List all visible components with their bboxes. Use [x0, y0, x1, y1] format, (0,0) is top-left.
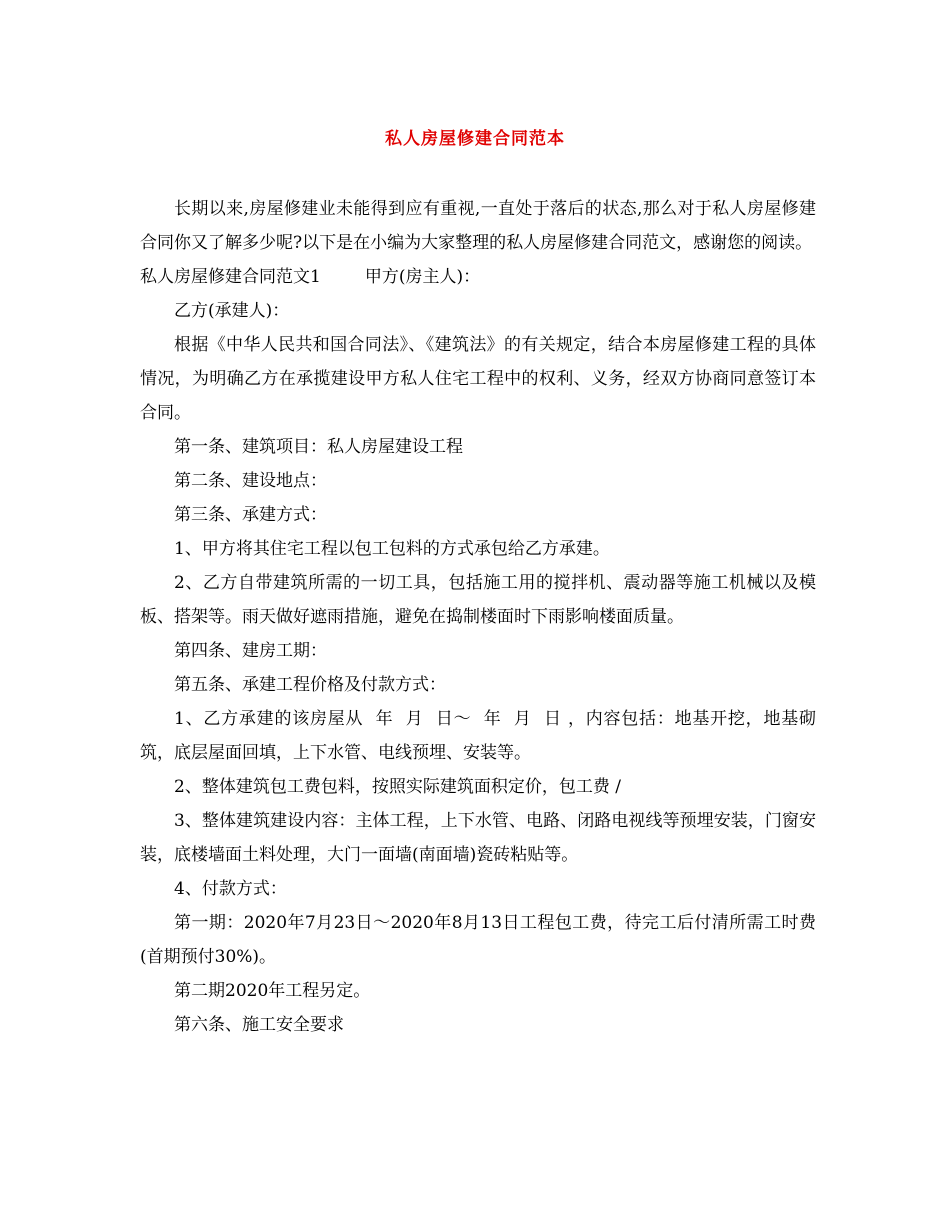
payment-phase-2: 第二期2020年工程另定。	[174, 981, 371, 1001]
article-3-item-2: 2、乙方自带建筑所需的一切工具，包括施工用的搅拌机、震动器等施工机械以及模板、搭架等。雨天做好遮雨措施，避免在捣制楼面时下雨影响楼面质量。	[140, 573, 816, 627]
article-3: 第三条、承建方式：	[174, 505, 327, 525]
article-6: 第六条、施工安全要求	[174, 1015, 344, 1035]
document-title: 私人房屋修建合同范本	[385, 129, 565, 149]
sample-heading: 私人房屋修建合同范文1	[140, 267, 321, 287]
article-5-item-1: 1、乙方承建的该房屋从 年 月 日～ 年 月 日 ，内容包括：地基开挖，地基砌筑，底层屋面回填，上下水管、电线预埋、安装等。	[140, 709, 816, 763]
article-1: 第一条、建筑项目：私人房屋建设工程	[174, 437, 463, 457]
intro-paragraph: 长期以来,房屋修建业未能得到应有重视,一直处于落后的状态,那么对于私人房屋修建合同你又了解多少呢?以下是在小编为大家整理的私人房屋修建合同范文，感谢您的阅读。	[140, 199, 816, 253]
article-2: 第二条、建设地点：	[174, 471, 327, 491]
article-5-item-2: 2、整体建筑包工费包料，按照实际建筑面积定价，包工费 /	[174, 777, 621, 797]
document-body	[140, 192, 816, 1042]
payment-phase-1: 第一期：2020年7月23日～2020年8月13日工程包工费，待完工后付清所需工时费(首期预付30%)。	[140, 913, 816, 967]
article-4: 第四条、建房工期：	[174, 641, 327, 661]
party-b-label: 乙方(承建人)：	[174, 301, 290, 321]
article-5-item-3: 3、整体建筑建设内容：主体工程，上下水管、电路、闭路电视线等预埋安装，门窗安装，底楼墙面土料处理，大门一面墙(南面墙)瓷砖粘贴等。	[140, 811, 816, 865]
article-3-item-1: 1、甲方将其住宅工程以包工包料的方式承包给乙方承建。	[174, 539, 610, 559]
article-5: 第五条、承建工程价格及付款方式：	[174, 675, 446, 695]
sample-heading-line	[140, 260, 816, 294]
article-5-item-4: 4、付款方式：	[174, 879, 287, 899]
party-a-label: 甲方(房主人)：	[364, 267, 481, 287]
preamble-paragraph: 根据《中华人民共和国合同法》、《建筑法》的有关规定，结合本房屋修建工程的具体情况，为明确乙方在承揽建设甲方私人住宅工程中的权利、义务，经双方协商同意签订本合同。	[140, 335, 816, 423]
